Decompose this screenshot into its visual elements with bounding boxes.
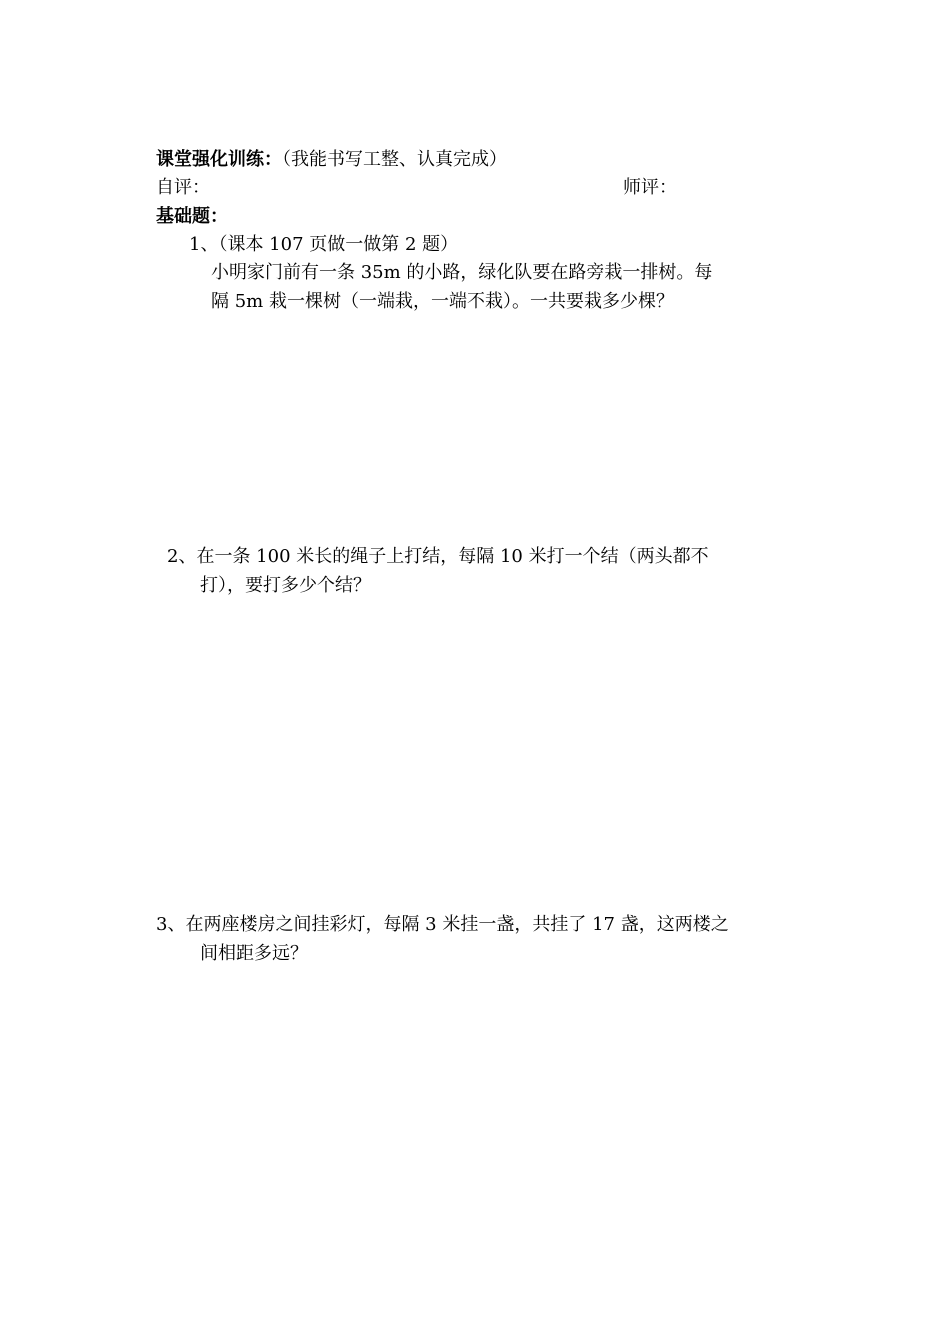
question-2-text-line: 2、在一条 100 米长的绳子上打结，每隔 10 米打一个结（两头都不 [167,546,709,567]
self-evaluation-label: 自评： [156,177,210,198]
teacher-evaluation-label: 师评： [623,177,677,198]
question-2-text-line: 打），要打多少个结？ [200,575,371,596]
question-3-text-line: 3、在两座楼房之间挂彩灯，每隔 3 米挂一盏，共挂了 17 盏，这两楼之 [156,914,729,935]
question-3-text-line: 间相距多远？ [200,943,308,964]
worksheet-heading [156,148,507,172]
question-1-text-line: 隔 5m 栽一棵树（一端栽，一端不栽）。一共要栽多少棵？ [211,291,674,312]
section-title-basic: 基础题： [156,206,228,227]
question-1-reference: 1、（课本 107 页做一做第 2 题） [189,234,459,255]
heading-title: 课堂强化训练： [156,149,282,170]
question-1-text-line: 小明家门前有一条 35m 的小路，绿化队要在路旁栽一排树。每 [211,262,713,283]
heading-note: （我能书写工整、认真完成） [282,149,507,170]
